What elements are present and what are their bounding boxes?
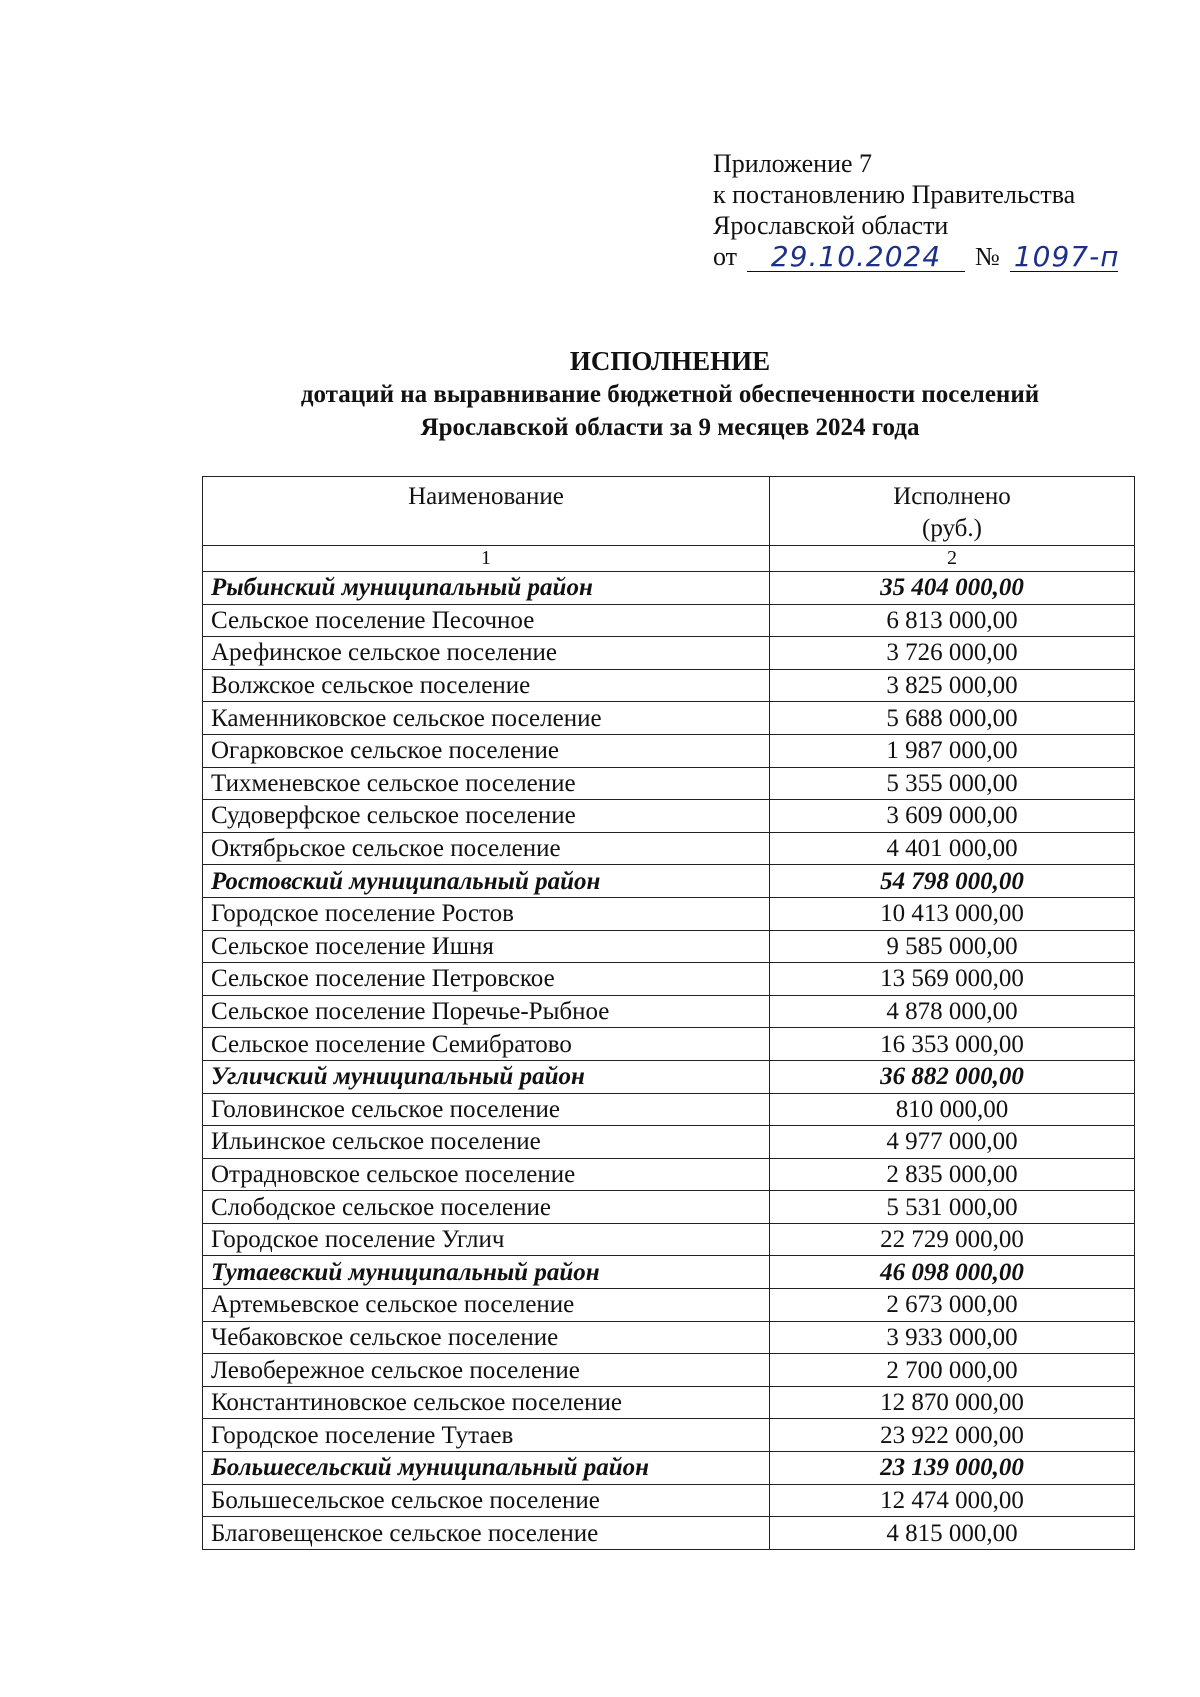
row-name: Константиновское сельское поселение bbox=[203, 1386, 770, 1419]
appendix-date-number-line bbox=[713, 241, 1118, 272]
row-name: Волжское сельское поселение bbox=[203, 669, 770, 702]
handwritten-number: 1097-п bbox=[1010, 243, 1118, 272]
table-row bbox=[203, 1223, 1135, 1256]
from-label: от bbox=[713, 242, 738, 271]
header-value-line-2: (руб.) bbox=[922, 515, 982, 542]
row-name: Рыбинский муниципальный район bbox=[203, 572, 770, 605]
row-value: 54 798 000,00 bbox=[770, 865, 1135, 898]
row-name: Отрадновское сельское поселение bbox=[203, 1158, 770, 1191]
row-name: Городское поселение Ростов bbox=[203, 897, 770, 930]
row-name: Сельское поселение Семибратово bbox=[203, 1028, 770, 1061]
table-row bbox=[203, 1419, 1135, 1452]
table-row bbox=[203, 1452, 1135, 1485]
table-row bbox=[203, 767, 1135, 800]
row-name: Сельское поселение Поречье-Рыбное bbox=[203, 995, 770, 1028]
execution-table bbox=[202, 476, 1135, 1550]
row-value: 23 139 000,00 bbox=[770, 1452, 1135, 1485]
row-name: Левобережное сельское поселение bbox=[203, 1354, 770, 1387]
row-value: 2 835 000,00 bbox=[770, 1158, 1135, 1191]
appendix-line-2: к постановлению Правительства bbox=[713, 180, 1076, 209]
row-name: Каменниковское сельское поселение bbox=[203, 702, 770, 735]
row-name: Октябрьское сельское поселение bbox=[203, 832, 770, 865]
appendix-block bbox=[713, 148, 1118, 272]
row-value: 2 673 000,00 bbox=[770, 1289, 1135, 1322]
row-name: Ростовский муниципальный район bbox=[203, 865, 770, 898]
row-value: 12 474 000,00 bbox=[770, 1484, 1135, 1517]
row-value: 810 000,00 bbox=[770, 1093, 1135, 1126]
row-name: Судоверфское сельское поселение bbox=[203, 800, 770, 833]
document-subtitle-line-2: Ярославской области за 9 месяцев 2024 года bbox=[420, 414, 920, 441]
row-value: 16 353 000,00 bbox=[770, 1028, 1135, 1061]
row-value: 9 585 000,00 bbox=[770, 930, 1135, 963]
row-value: 3 933 000,00 bbox=[770, 1321, 1135, 1354]
table-body bbox=[203, 572, 1135, 1550]
appendix-line-1: Приложение 7 bbox=[713, 149, 873, 178]
table-row bbox=[203, 800, 1135, 833]
row-name: Сельское поселение Песочное bbox=[203, 604, 770, 637]
table-row bbox=[203, 604, 1135, 637]
table-row bbox=[203, 1386, 1135, 1419]
row-name: Артемьевское сельское поселение bbox=[203, 1289, 770, 1322]
table-row bbox=[203, 963, 1135, 996]
table-row bbox=[203, 734, 1135, 767]
table-row bbox=[203, 1158, 1135, 1191]
row-value: 35 404 000,00 bbox=[770, 572, 1135, 605]
row-value: 3 609 000,00 bbox=[770, 800, 1135, 833]
row-value: 22 729 000,00 bbox=[770, 1223, 1135, 1256]
row-name: Городское поселение Углич bbox=[203, 1223, 770, 1256]
table-row bbox=[203, 1256, 1135, 1289]
table-row bbox=[203, 1354, 1135, 1387]
row-value: 12 870 000,00 bbox=[770, 1386, 1135, 1419]
row-name: Арефинское сельское поселение bbox=[203, 637, 770, 670]
row-value: 36 882 000,00 bbox=[770, 1060, 1135, 1093]
table-row bbox=[203, 1191, 1135, 1224]
row-value: 1 987 000,00 bbox=[770, 734, 1135, 767]
table-row bbox=[203, 702, 1135, 735]
row-name: Головинское сельское поселение bbox=[203, 1093, 770, 1126]
column-number-1: 1 bbox=[203, 546, 770, 572]
row-value: 46 098 000,00 bbox=[770, 1256, 1135, 1289]
table-row bbox=[203, 1093, 1135, 1126]
table-header-row bbox=[203, 477, 1135, 546]
table-row bbox=[203, 1060, 1135, 1093]
row-value: 4 815 000,00 bbox=[770, 1517, 1135, 1550]
row-value: 5 355 000,00 bbox=[770, 767, 1135, 800]
table-row bbox=[203, 1028, 1135, 1061]
table-row bbox=[203, 669, 1135, 702]
row-name: Большесельское сельское поселение bbox=[203, 1484, 770, 1517]
table-row bbox=[203, 1517, 1135, 1550]
row-value: 3 825 000,00 bbox=[770, 669, 1135, 702]
row-name: Тутаевский муниципальный район bbox=[203, 1256, 770, 1289]
row-name: Чебаковское сельское поселение bbox=[203, 1321, 770, 1354]
table-row bbox=[203, 572, 1135, 605]
document-title: ИСПОЛНЕНИЕ bbox=[569, 346, 771, 376]
table-column-number-row bbox=[203, 546, 1135, 572]
row-name: Сельское поселение Ишня bbox=[203, 930, 770, 963]
row-name: Благовещенское сельское поселение bbox=[203, 1517, 770, 1550]
row-value: 4 401 000,00 bbox=[770, 832, 1135, 865]
table-row bbox=[203, 930, 1135, 963]
row-value: 4 977 000,00 bbox=[770, 1126, 1135, 1159]
row-name: Большесельский муниципальный район bbox=[203, 1452, 770, 1485]
row-value: 2 700 000,00 bbox=[770, 1354, 1135, 1387]
table-row bbox=[203, 1289, 1135, 1322]
row-value: 10 413 000,00 bbox=[770, 897, 1135, 930]
row-name: Тихменевское сельское поселение bbox=[203, 767, 770, 800]
appendix-line-3: Ярославской области bbox=[713, 211, 949, 240]
row-value: 23 922 000,00 bbox=[770, 1419, 1135, 1452]
document-heading bbox=[200, 344, 1140, 444]
row-name: Огарковское сельское поселение bbox=[203, 734, 770, 767]
table-row bbox=[203, 1484, 1135, 1517]
row-value: 5 531 000,00 bbox=[770, 1191, 1135, 1224]
table-row bbox=[203, 995, 1135, 1028]
handwritten-date: 29.10.2024 bbox=[747, 243, 965, 272]
table-row bbox=[203, 865, 1135, 898]
table-row bbox=[203, 1126, 1135, 1159]
table-row bbox=[203, 832, 1135, 865]
row-name: Городское поселение Тутаев bbox=[203, 1419, 770, 1452]
table-row bbox=[203, 1321, 1135, 1354]
table-row bbox=[203, 897, 1135, 930]
row-name: Слободское сельское поселение bbox=[203, 1191, 770, 1224]
document-subtitle-line-1: дотаций на выравнивание бюджетной обеспеченности поселений bbox=[300, 381, 1040, 408]
table-row bbox=[203, 637, 1135, 670]
column-number-2: 2 bbox=[770, 546, 1135, 572]
row-value: 5 688 000,00 bbox=[770, 702, 1135, 735]
row-value: 3 726 000,00 bbox=[770, 637, 1135, 670]
number-label: № bbox=[975, 242, 1000, 271]
row-name: Угличский муниципальный район bbox=[203, 1060, 770, 1093]
header-name: Наименование bbox=[203, 477, 770, 546]
row-value: 6 813 000,00 bbox=[770, 604, 1135, 637]
row-value: 13 569 000,00 bbox=[770, 963, 1135, 996]
row-name: Ильинское сельское поселение bbox=[203, 1126, 770, 1159]
row-value: 4 878 000,00 bbox=[770, 995, 1135, 1028]
header-value-line-1: Исполнено bbox=[893, 483, 1011, 510]
row-name: Сельское поселение Петровское bbox=[203, 963, 770, 996]
header-value bbox=[770, 477, 1135, 546]
